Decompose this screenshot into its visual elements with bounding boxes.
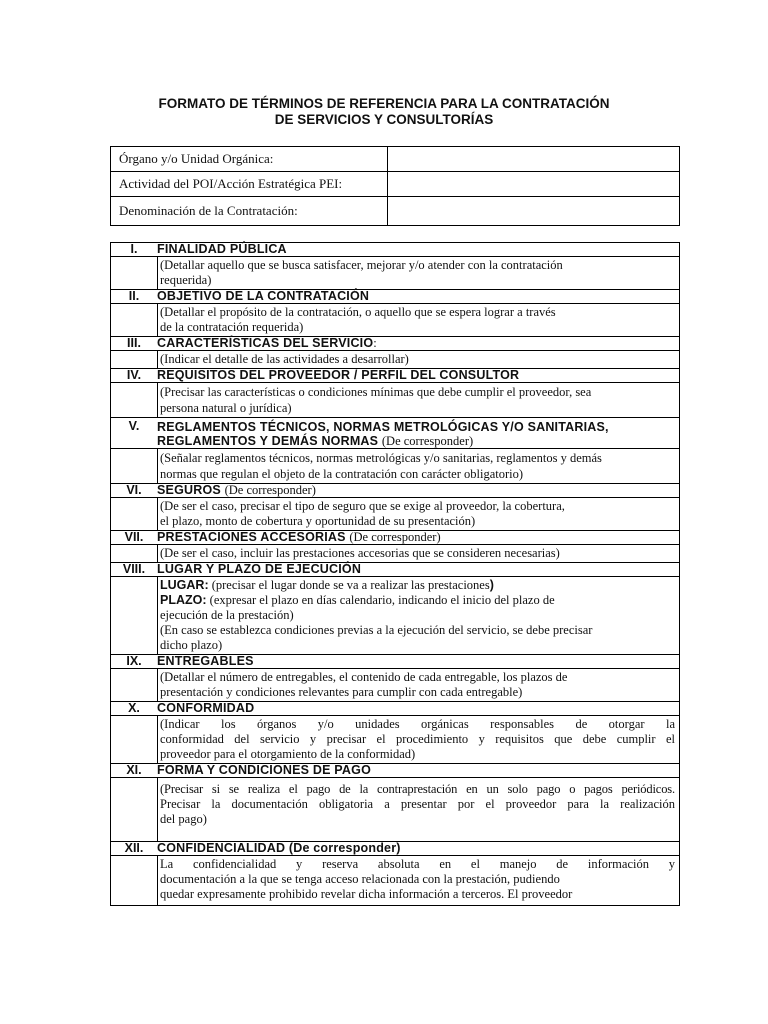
section-number: XI. (126, 763, 142, 777)
lugar-line (160, 578, 675, 593)
body-line: (Precisar las características o condiciones mínimas que debe cumplir el proveedor, sea (160, 385, 592, 399)
section-number: VI. (126, 483, 142, 497)
info-value[interactable] (388, 172, 679, 196)
section-body (158, 778, 679, 841)
section-heading (111, 337, 679, 351)
section-body-row (111, 577, 679, 655)
body-line: (Detallar el número de entregables, el contenido de cada entregable, los plazos de (160, 670, 568, 684)
section-number: VIII. (122, 562, 146, 576)
section-number: IX. (126, 654, 142, 668)
section-heading (111, 655, 679, 669)
section-body-row (111, 545, 679, 563)
section-body (158, 856, 679, 905)
section-title: CONFORMIDAD (157, 701, 255, 715)
info-label: Órgano y/o Unidad Orgánica: (111, 147, 388, 171)
section-body-row (111, 716, 679, 764)
section-heading (111, 484, 679, 498)
body-line: (Indicar el detalle de las actividades a desarrollar) (160, 352, 409, 366)
section-title: LUGAR Y PLAZO DE EJECUCIÓN (157, 562, 362, 576)
body-line: (Detallar aquello que se busca satisfacer, mejorar y/o atender con la contratación (160, 258, 563, 272)
info-table (110, 146, 680, 226)
body-line: persona natural o jurídica) (160, 401, 292, 415)
body-line: normas que regulan el objeto de la contratación con carácter obligatorio) (160, 467, 524, 481)
section-body (158, 545, 679, 562)
section-body-row (111, 257, 679, 290)
section-note: (De corresponder) (349, 530, 441, 544)
plazo-label: PLAZO: (160, 593, 207, 607)
section-heading (111, 290, 679, 304)
section-body (158, 577, 679, 654)
section-title: FINALIDAD PÚBLICA (157, 242, 287, 256)
title-line-2: DE SERVICIOS Y CONSULTORÍAS (274, 112, 494, 127)
section-title-line: REGLAMENTOS Y DEMÁS NORMAS (157, 434, 379, 448)
info-label: Actividad del POI/Acción Estratégica PEI: (111, 172, 388, 196)
section-number: V. (128, 419, 140, 433)
body-line: presentación y condiciones relevantes para cumplir con cada entregable) (160, 685, 523, 699)
section-body (158, 304, 679, 336)
section-body (158, 351, 679, 368)
body-line: (Señalar reglamentos técnicos, normas metrológicas y/o sanitarias, reglamentos y demás (160, 451, 602, 465)
section-title: REQUISITOS DEL PROVEEDOR / PERFIL DEL CONSULTOR (157, 368, 520, 382)
section-number: I. (130, 242, 138, 256)
section-body-row (111, 856, 679, 906)
body-line: conformidad del servicio y precisar el procedimiento y requisitos que debe cumplir el (160, 732, 675, 746)
body-line: Precisar la documentación obligatoria a presentar por el proveedor para la realización (160, 797, 675, 811)
section-title: OBJETIVO DE LA CONTRATACIÓN (157, 289, 370, 303)
lugar-label: LUGAR: (160, 578, 209, 592)
section-number: X. (128, 701, 140, 715)
body-line: (En caso se establezca condiciones previas a la ejecución del servicio, se debe precisar (160, 623, 593, 637)
section-title: CONFIDENCIALIDAD (De corresponder) (157, 841, 401, 855)
body-line: del pago) (160, 812, 207, 826)
section-note: (De corresponder) (381, 434, 474, 448)
section-title-line: REGLAMENTOS TÉCNICOS, NORMAS METROLÓGICAS Y/O SANITARIAS, (157, 420, 609, 434)
body-line: (Indicar los órganos y/o unidades orgánicas responsables de otorgar la (160, 717, 675, 731)
plazo-line (160, 593, 675, 608)
section-body-row (111, 351, 679, 369)
lugar-text: (precisar el lugar donde se va a realizar las prestaciones (211, 578, 490, 592)
section-body (158, 669, 679, 701)
section-body-row (111, 778, 679, 842)
body-line: dicho plazo) (160, 638, 223, 652)
section-heading (111, 243, 679, 257)
section-body (158, 383, 679, 417)
info-value[interactable] (388, 147, 679, 171)
section-heading (111, 369, 679, 383)
section-body (158, 449, 679, 483)
section-heading (111, 418, 679, 449)
body-line: de la contratación requerida) (160, 320, 304, 334)
section-title: ENTREGABLES (157, 654, 254, 668)
info-value[interactable] (388, 197, 679, 225)
section-body-row (111, 669, 679, 702)
section-note: (De corresponder) (224, 483, 316, 497)
plazo-text: (expresar el plazo en días calendario, indicando el inicio del plazo de (209, 593, 555, 607)
section-body (158, 498, 679, 530)
section-title-text: SEGUROS (157, 483, 221, 497)
body-line: el plazo, monto de cobertura y oportunidad de su presentación) (160, 514, 476, 528)
body-line: (Precisar si se realiza el pago de la contraprestación en un solo pago o pagos periódicos. (160, 782, 675, 796)
section-number: IV. (126, 368, 142, 382)
section-body-row (111, 383, 679, 418)
section-number: III. (127, 336, 141, 350)
body-line: La confidencialidad y reserva absoluta en el manejo de información y (160, 857, 675, 871)
body-line: documentación a la que se tenga acceso relacionada con la prestación, pudiendo (160, 872, 560, 886)
section-body (158, 257, 679, 289)
section-title (157, 531, 679, 544)
body-line: quedar expresamente prohibido revelar dicha información a terceros. El proveedor (160, 887, 573, 901)
body-line: (Detallar el propósito de la contratación, o aquello que se espera lograr a través (160, 305, 556, 319)
section-title-text: CARACTERÍSTICAS DEL SERVICIO (157, 336, 374, 350)
section-body (158, 716, 679, 763)
info-label: Denominación de la Contratación: (111, 197, 388, 225)
info-row (111, 172, 679, 197)
body-line: (De ser el caso, incluir las prestaciones accesorias que se consideren necesarias) (160, 546, 560, 560)
body-line: (De ser el caso, precisar el tipo de seguro que se exige al proveedor, la cobertura, (160, 499, 565, 513)
section-heading (111, 531, 679, 545)
section-heading (111, 702, 679, 716)
section-title: FORMA Y CONDICIONES DE PAGO (157, 763, 371, 777)
section-number: II. (128, 289, 140, 303)
section-body-row (111, 449, 679, 484)
section-body-row (111, 498, 679, 531)
section-title (157, 484, 679, 497)
body-line: requerida) (160, 273, 212, 287)
section-number: VII. (124, 530, 144, 544)
lugar-close: ) (489, 578, 494, 592)
title-line-1: FORMATO DE TÉRMINOS DE REFERENCIA PARA LA CONTRATACIÓN (158, 96, 610, 111)
section-body-row (111, 304, 679, 337)
body-line: ejecución de la prestación) (160, 608, 294, 622)
section-heading (111, 842, 679, 856)
section-number: XII. (124, 841, 144, 855)
info-row (111, 197, 679, 226)
body-line: proveedor para el otorgamiento de la conformidad) (160, 747, 416, 761)
document-title (0, 96, 768, 128)
section-title-text: PRESTACIONES ACCESORIAS (157, 530, 346, 544)
section-heading (111, 563, 679, 577)
section-title (157, 420, 679, 448)
section-title-suffix: : (373, 336, 377, 350)
info-row (111, 147, 679, 172)
section-heading (111, 764, 679, 778)
section-title (157, 337, 679, 350)
sections-table (110, 242, 680, 906)
